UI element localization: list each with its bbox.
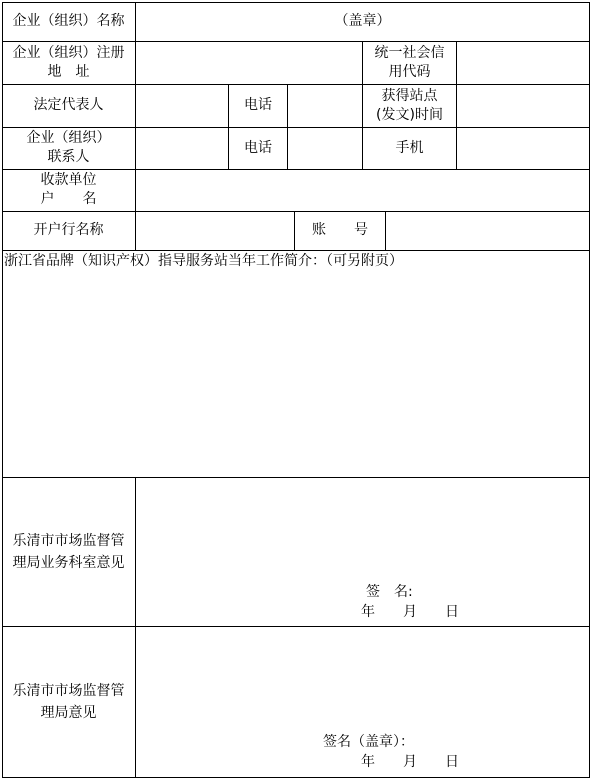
dept-opinion-label-line2: 理局业务科室意见 bbox=[12, 554, 125, 571]
mobile-label-text: 手机 bbox=[395, 139, 424, 156]
station-time-label bbox=[363, 84, 456, 127]
intro-heading: 浙江省品牌（知识产权）指导服务站当年工作简介：（可另附页） bbox=[4, 253, 403, 269]
bureau-sign-text: 签名（盖章）： bbox=[323, 733, 414, 750]
legal-rep-input[interactable] bbox=[136, 84, 228, 127]
org-name-input[interactable] bbox=[136, 2, 589, 41]
bureau-date-text: 年 月 日 bbox=[361, 753, 459, 770]
org-name-label-text: 企业（组织）名称 bbox=[12, 13, 125, 29]
mobile-label bbox=[363, 127, 456, 169]
credit-code-label-line2: 用代码 bbox=[388, 63, 431, 80]
bureau-opinion-label bbox=[2, 626, 135, 777]
org-name-label bbox=[2, 2, 135, 41]
station-time-label-line1: 获得站点 bbox=[381, 87, 438, 104]
credit-code-label-line1: 统一社会信 bbox=[374, 44, 445, 61]
seal-hint: （盖章） bbox=[334, 13, 391, 29]
contact-label-line2: 联系人 bbox=[47, 149, 90, 165]
legal-rep-label bbox=[2, 84, 135, 127]
bureau-sign bbox=[323, 731, 414, 753]
station-time-input[interactable] bbox=[457, 84, 589, 127]
payee-label bbox=[2, 169, 135, 211]
mobile-input[interactable] bbox=[457, 127, 589, 169]
grid-line bbox=[589, 2, 590, 778]
legal-rep-label-text: 法定代表人 bbox=[33, 97, 104, 113]
legal-phone-label-text: 电话 bbox=[244, 97, 272, 113]
contact-input[interactable] bbox=[136, 127, 228, 169]
dept-date-text: 年 月 日 bbox=[361, 603, 459, 620]
bureau-opinion-label-line2: 理局意见 bbox=[40, 704, 97, 721]
bureau-opinion-label-line1: 乐清市市场监督管 bbox=[12, 682, 125, 699]
dept-date bbox=[361, 601, 459, 623]
legal-phone-input[interactable] bbox=[288, 84, 362, 127]
payee-input[interactable] bbox=[136, 169, 589, 211]
credit-code-label bbox=[363, 41, 456, 84]
dept-sign bbox=[366, 581, 413, 603]
legal-phone-label bbox=[229, 84, 287, 127]
grid-line bbox=[2, 777, 590, 778]
account-input[interactable] bbox=[386, 211, 589, 250]
dept-opinion-label bbox=[2, 477, 135, 626]
dept-sign-text: 签 名: bbox=[366, 583, 413, 600]
payee-label-line1: 收款单位 bbox=[40, 172, 97, 188]
address-label bbox=[2, 41, 135, 84]
contact-label bbox=[2, 127, 135, 169]
contact-phone-label bbox=[229, 127, 287, 169]
bureau-date bbox=[361, 751, 459, 773]
account-label-text: 账 号 bbox=[312, 222, 368, 238]
bank-label bbox=[2, 211, 135, 250]
contact-label-line1: 企业（组织） bbox=[26, 130, 111, 146]
credit-code-input[interactable] bbox=[457, 41, 589, 84]
contact-phone-input[interactable] bbox=[288, 127, 362, 169]
bank-input[interactable] bbox=[136, 211, 294, 250]
station-time-label-line2: (发文)时间 bbox=[376, 106, 443, 123]
bank-label-text: 开户行名称 bbox=[33, 222, 104, 238]
intro-area[interactable] bbox=[4, 251, 588, 477]
contact-phone-label-text: 电话 bbox=[244, 139, 272, 156]
payee-label-line2: 户 名 bbox=[40, 191, 97, 207]
account-label bbox=[295, 211, 385, 250]
address-input[interactable] bbox=[136, 41, 362, 84]
address-label-line2: 地 址 bbox=[47, 63, 90, 80]
dept-opinion-label-line1: 乐清市市场监督管 bbox=[12, 532, 125, 549]
address-label-line1: 企业（组织）注册 bbox=[12, 44, 125, 61]
